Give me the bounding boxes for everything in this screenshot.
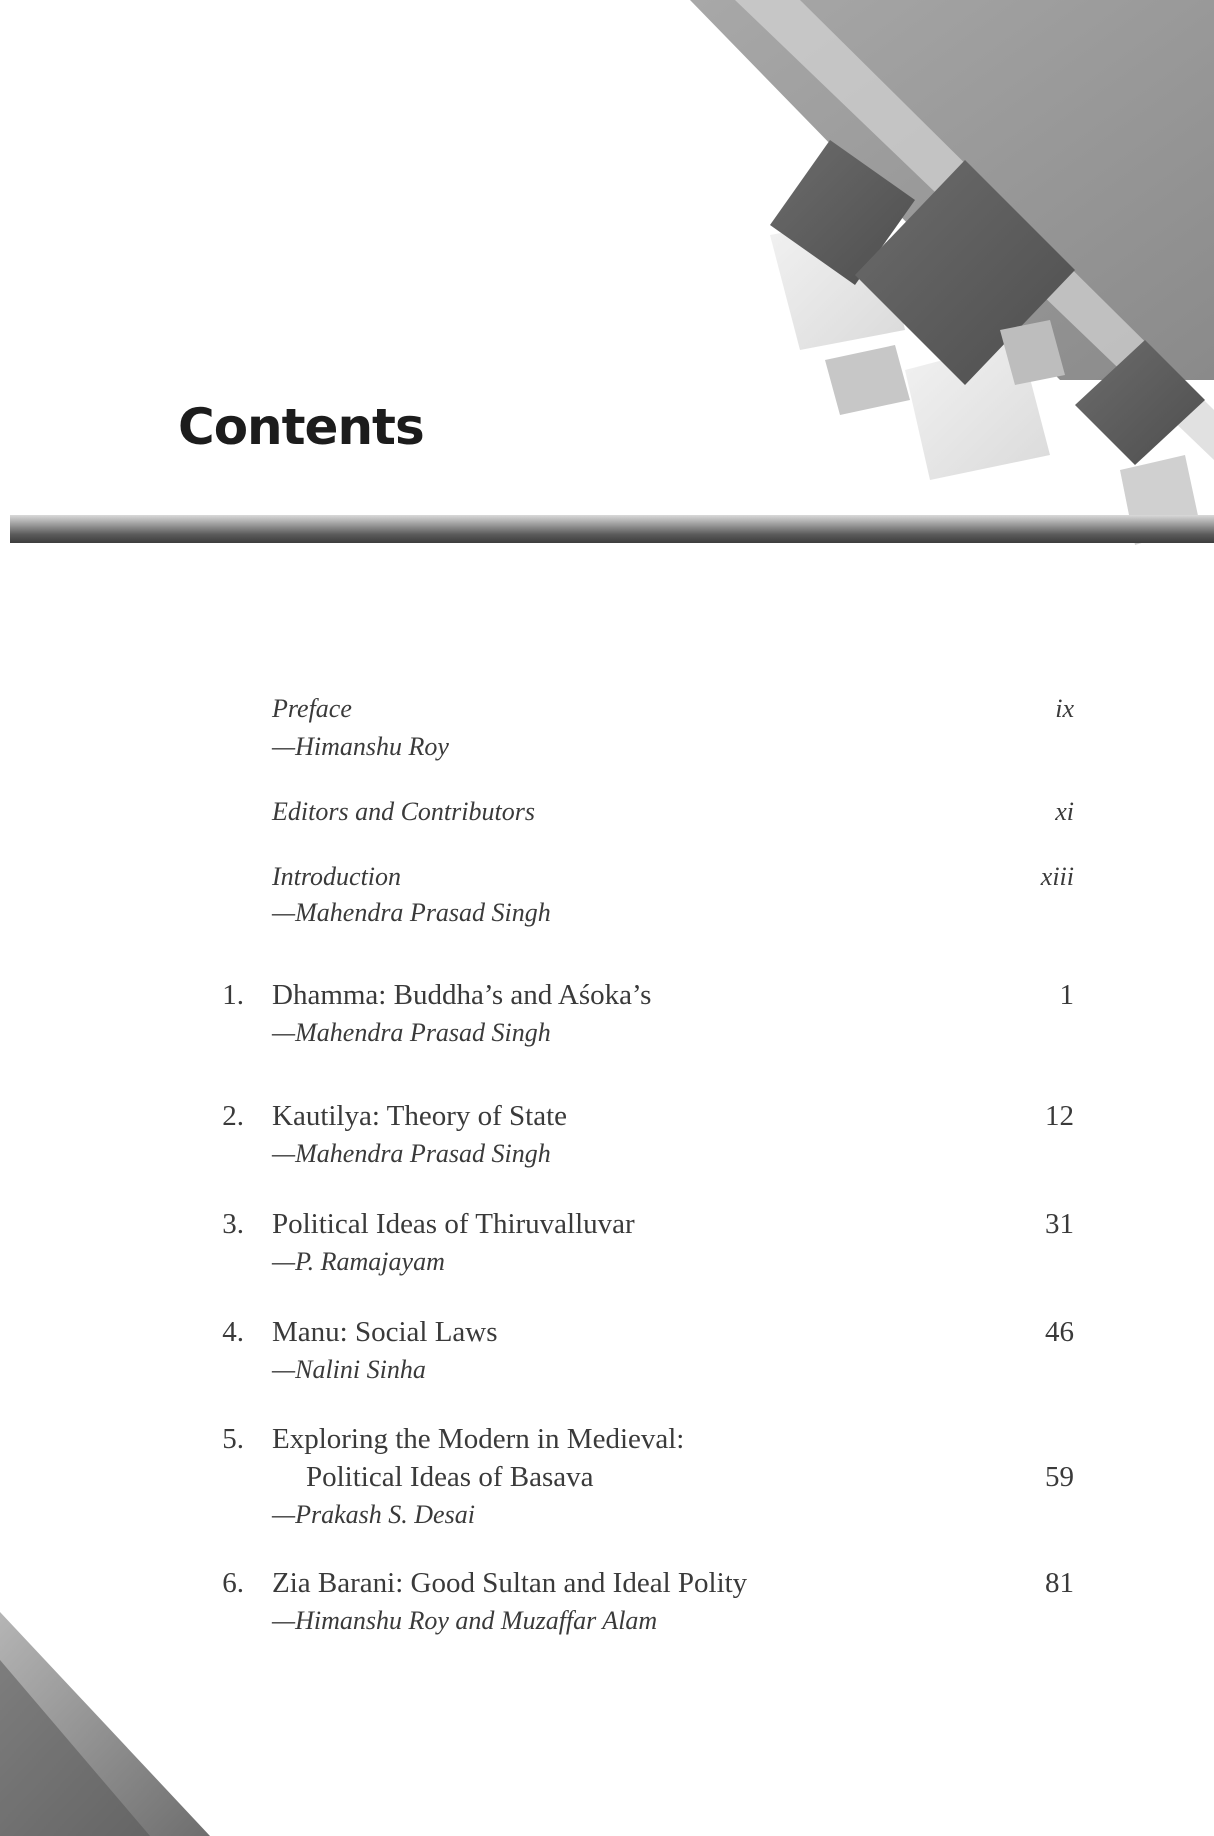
entry-author: —P. Ramajayam xyxy=(272,1247,445,1276)
entry-number: 3. xyxy=(222,1208,244,1240)
entry-page: 31 xyxy=(1045,1208,1074,1240)
entry-page: 12 xyxy=(1045,1100,1074,1132)
entry-page: ix xyxy=(1055,694,1074,723)
entry-number: 4. xyxy=(222,1316,244,1348)
entry-number: 5. xyxy=(222,1423,244,1455)
entry-page: xiii xyxy=(1040,862,1074,891)
entry-title: Exploring the Modern in Medieval: xyxy=(272,1423,685,1455)
entry-title: Dhamma: Buddha’s and Aśoka’s xyxy=(272,979,652,1011)
entry-author: —Nalini Sinha xyxy=(272,1355,426,1384)
entry-author: —Mahendra Prasad Singh xyxy=(272,898,551,927)
entry-number: 2. xyxy=(222,1100,244,1132)
entry-author: —Mahendra Prasad Singh xyxy=(272,1139,551,1168)
entry-page: 59 xyxy=(1045,1461,1074,1493)
entry-number: 1. xyxy=(222,979,244,1011)
entry-title: Zia Barani: Good Sultan and Ideal Polity xyxy=(272,1567,748,1599)
entry-title: Manu: Social Laws xyxy=(272,1316,498,1348)
entry-title: Political Ideas of Thiruvalluvar xyxy=(272,1208,635,1240)
page-title: Contents xyxy=(178,398,424,456)
entry-page: xi xyxy=(1055,797,1074,826)
entry-number: 6. xyxy=(222,1567,244,1599)
entry-page: 81 xyxy=(1045,1567,1074,1599)
entry-title: Preface xyxy=(272,694,352,723)
entry-title: Introduction xyxy=(272,862,402,891)
entry-author: —Himanshu Roy xyxy=(272,732,449,761)
entry-title: Editors and Contributors xyxy=(272,797,535,826)
entry-title: Kautilya: Theory of State xyxy=(272,1100,568,1132)
entry-page: 46 xyxy=(1045,1316,1074,1348)
entry-title-block xyxy=(272,1420,972,1496)
entry-author: —Himanshu Roy and Muzaffar Alam xyxy=(272,1606,658,1635)
entry-author: —Prakash S. Desai xyxy=(272,1500,475,1529)
entry-title-continuation: Political Ideas of Basava xyxy=(306,1461,594,1493)
entry-author: —Mahendra Prasad Singh xyxy=(272,1018,551,1047)
entry-page: 1 xyxy=(1059,979,1074,1011)
